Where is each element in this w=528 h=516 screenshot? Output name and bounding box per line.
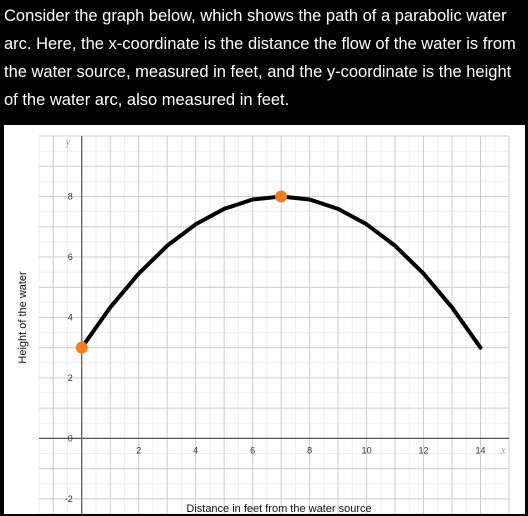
x-axis-variable: x (501, 445, 506, 457)
y-tick-label: 8 (67, 191, 73, 202)
y-axis-title: Height of the water (17, 271, 29, 364)
highlight-point (76, 342, 88, 354)
highlight-point (275, 190, 287, 202)
x-tick-label: 8 (307, 445, 313, 456)
y-tick-label: 0 (67, 433, 73, 444)
x-tick-label: 6 (250, 445, 256, 456)
y-axis-variable: y (65, 137, 71, 148)
y-tick-label: -2 (64, 493, 73, 504)
graph-figure (4, 125, 525, 514)
axes (39, 136, 509, 514)
y-tick-label: 4 (67, 312, 73, 323)
parabola-chart (4, 125, 525, 514)
x-axis-title: Distance in feet from the water source (186, 503, 372, 514)
question-text: Consider the graph below, which shows the path of a parabolic water arc. Here, the x-coordinate is the distance the flow of the water is from the water source, measured in feet, and the y-coordinate is the height of the water arc, also measured in feet. (4, 7, 516, 109)
y-tick-label: 2 (67, 372, 73, 383)
x-tick-label: 14 (475, 445, 486, 456)
x-tick-label: 12 (418, 445, 429, 456)
x-tick-label: 4 (193, 445, 199, 456)
x-tick-label: 10 (361, 445, 372, 456)
y-tick-label: 6 (67, 251, 73, 262)
minor-grid (39, 136, 509, 514)
major-grid (39, 136, 509, 514)
x-tick-label: 2 (136, 445, 142, 456)
